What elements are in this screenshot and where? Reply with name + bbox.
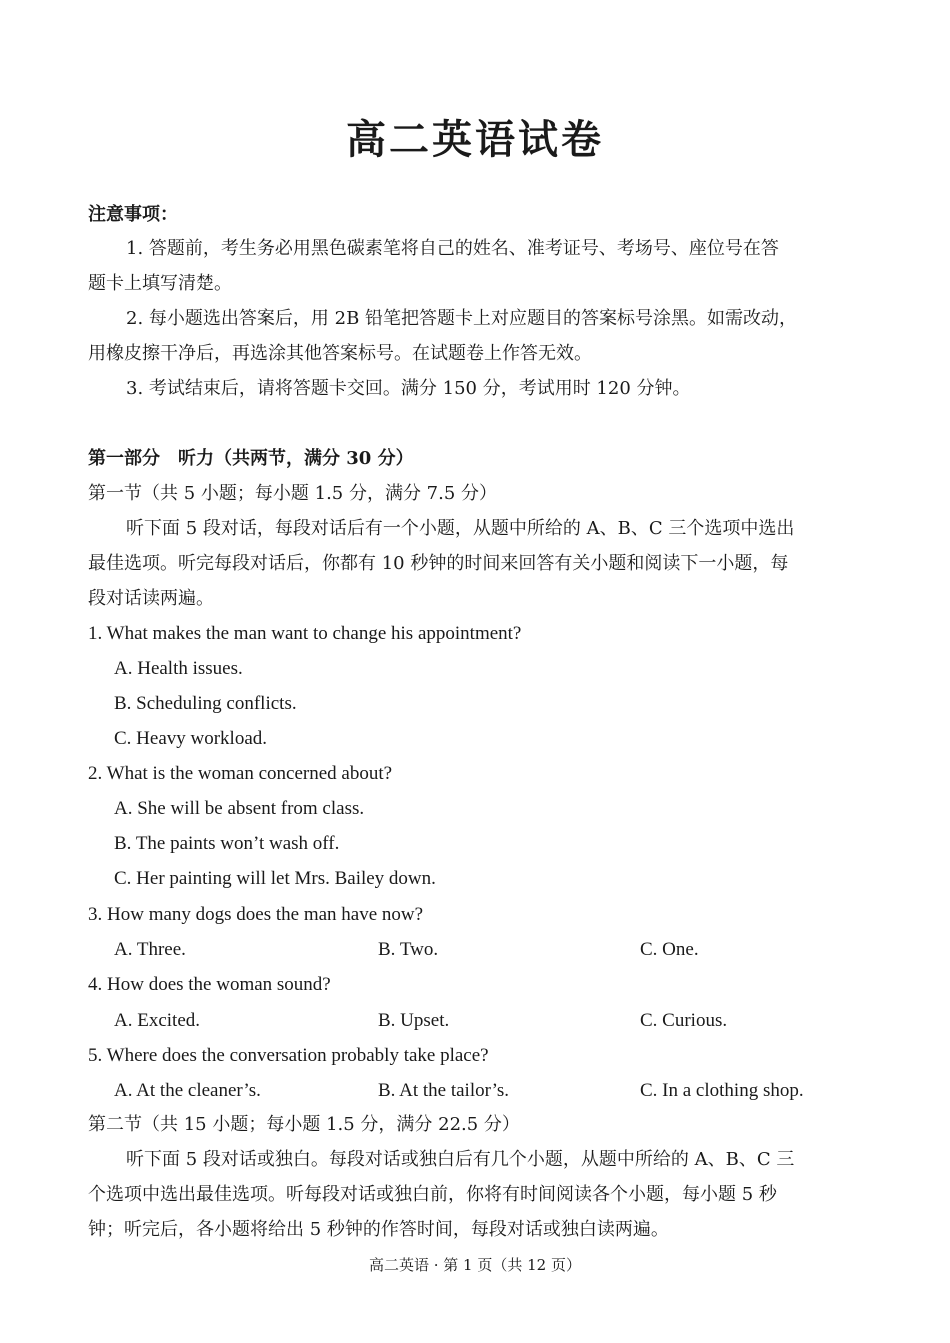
notice-item-1-line-1: 1. 答题前，考生务必用黑色碳素笔将自己的姓名、准考证号、考场号、座位号在答	[126, 238, 779, 259]
question-1-option-b: B. Scheduling conflicts.	[114, 693, 297, 714]
notice-item-2-line-1: 2. 每小题选出答案后，用 2B 铅笔把答题卡上对应题目的答案标号涂黑。如需改动，	[126, 308, 798, 329]
section-2-instruction-line-2: 个选项中选出最佳选项。听每段对话或独白前，你将有时间阅读各个小题，每小题 5 秒	[88, 1184, 777, 1205]
question-3-stem: 3. How many dogs does the man have now?	[88, 904, 424, 925]
question-4-option-a: A. Excited.	[114, 1010, 201, 1031]
section-2-heading: 第二节（共 15 小题；每小题 1.5 分，满分 22.5 分）	[88, 1114, 520, 1135]
question-4-stem: 4. How does the woman sound?	[88, 974, 331, 995]
page-footer: 高二英语 · 第 1 页（共 12 页）	[368, 1256, 581, 1274]
section-1-instruction-line-3: 段对话读两遍。	[88, 588, 214, 609]
question-4-option-b: B. Upset.	[378, 1010, 450, 1031]
question-4-option-c: C. Curious.	[640, 1010, 728, 1031]
question-1-option-a: A. Health issues.	[114, 658, 243, 679]
page-title: 高二英语试卷	[346, 116, 604, 163]
question-1-stem: 1. What makes the man want to change his appointment?	[88, 623, 522, 644]
section-2-instruction-line-1: 听下面 5 段对话或独白。每段对话或独白后有几个小题，从题中所给的 A、B、C 三	[126, 1149, 795, 1170]
section-2-instruction-line-3: 钟；听完后，各小题将给出 5 秒钟的作答时间，每段对话或独白读两遍。	[88, 1219, 669, 1240]
question-5-stem: 5. Where does the conversation probably take place?	[88, 1045, 489, 1066]
question-5-option-a: A. At the cleaner’s.	[114, 1080, 261, 1101]
section-1-instruction-line-2: 最佳选项。听完每段对话后，你都有 10 秒钟的时间来回答有关小题和阅读下一小题，每	[88, 553, 789, 574]
question-1-option-c: C. Heavy workload.	[114, 728, 268, 749]
question-2-option-a: A. She will be absent from class.	[114, 798, 365, 819]
question-2-stem: 2. What is the woman concerned about?	[88, 763, 393, 784]
notice-item-2-line-2: 用橡皮擦干净后，再选涂其他答案标号。在试题卷上作答无效。	[88, 343, 592, 364]
question-5-option-c: C. In a clothing shop.	[640, 1080, 804, 1101]
question-5-option-b: B. At the tailor’s.	[378, 1080, 510, 1101]
section-1-instruction-line-1: 听下面 5 段对话，每段对话后有一个小题，从题中所给的 A、B、C 三个选项中选出	[126, 518, 795, 539]
question-3-option-a: A. Three.	[114, 939, 186, 960]
notice-heading: 注意事项：	[88, 204, 178, 225]
notice-item-3: 3. 考试结束后，请将答题卡交回。满分 150 分，考试用时 120 分钟。	[126, 378, 691, 399]
question-2-option-c: C. Her painting will let Mrs. Bailey down.	[114, 868, 436, 889]
part-1-heading: 第一部分 听力（共两节，满分 30 分）	[88, 448, 414, 469]
notice-item-1-line-2: 题卡上填写清楚。	[88, 273, 232, 294]
section-1-heading: 第一节（共 5 小题；每小题 1.5 分，满分 7.5 分）	[88, 483, 498, 504]
question-3-option-b: B. Two.	[378, 939, 439, 960]
question-2-option-b: B. The paints won’t wash off.	[114, 833, 340, 854]
question-3-option-c: C. One.	[640, 939, 699, 960]
